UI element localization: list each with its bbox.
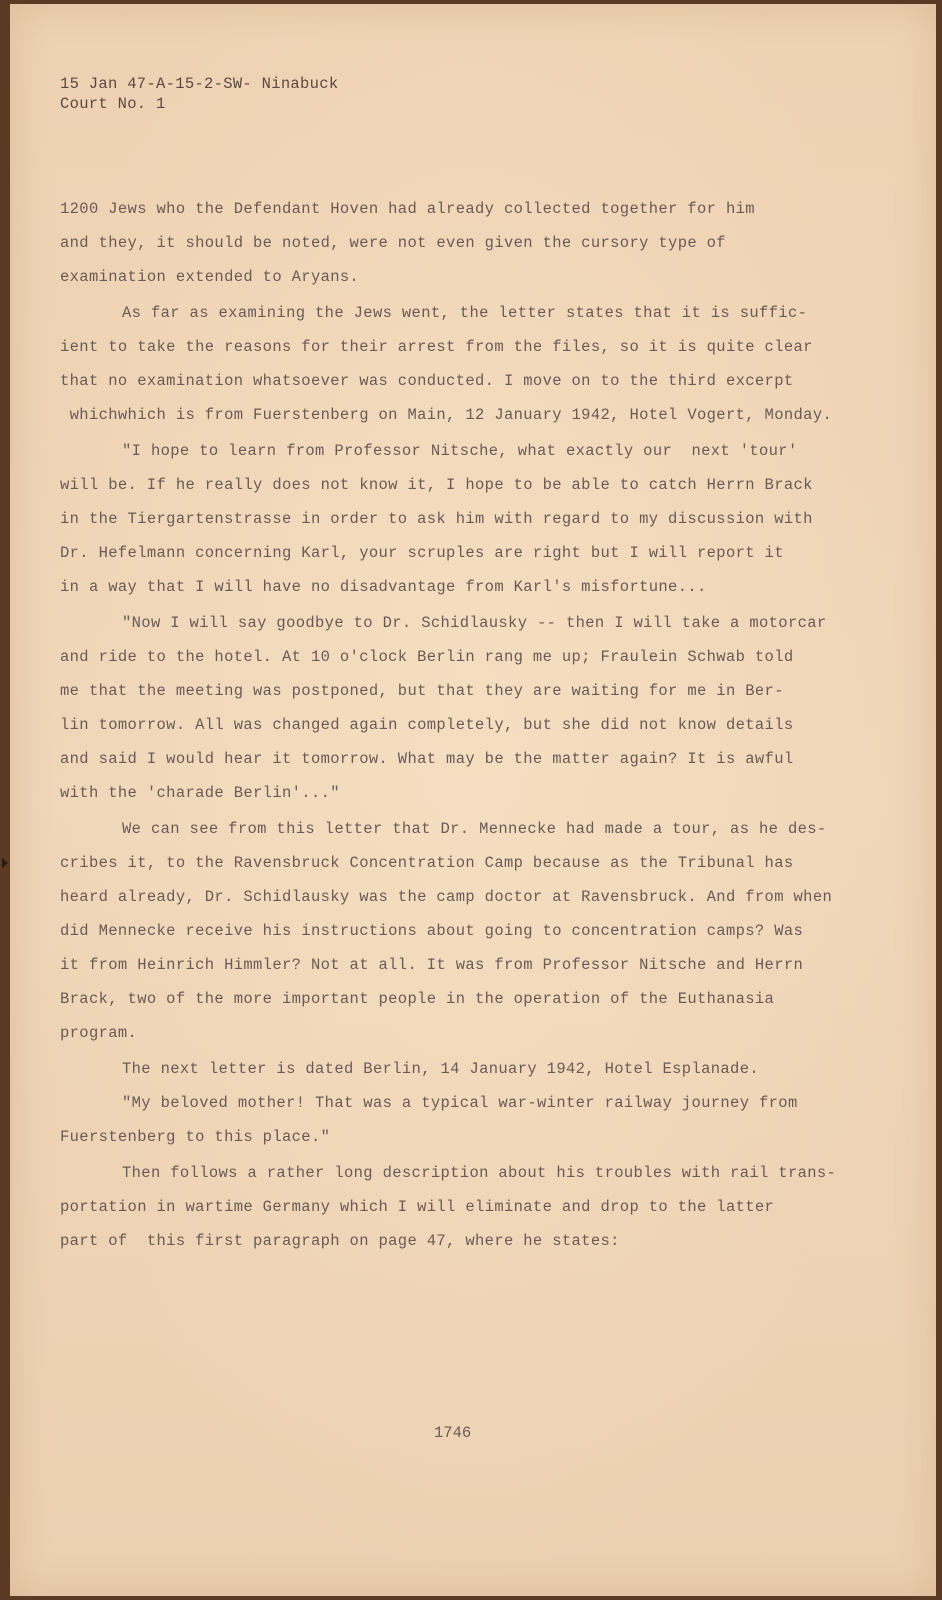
body-line: part of this first paragraph on page 47, where he states: — [60, 1232, 620, 1250]
body-line: that no examination whatsoever was conducted. I move on to the third excerpt — [60, 372, 794, 390]
body-line: portation in wartime Germany which I will eliminate and drop to the latter — [60, 1198, 775, 1216]
header-session-line: 15 Jan 47-A-15-2-SW- Ninabuck — [60, 75, 339, 93]
body-line: program. — [60, 1024, 138, 1042]
body-line: will be. If he really does not know it, I hope to be able to catch Herrn Brack — [60, 476, 813, 494]
body-line: Then follows a rather long description about his troubles with rail trans- — [122, 1164, 837, 1182]
body-line: "Now I will say goodbye to Dr. Schidlausky -- then I will take a motorcar — [122, 614, 827, 632]
body-line: and they, it should be noted, were not even given the cursory type of — [60, 234, 726, 252]
body-line: ient to take the reasons for their arrest from the files, so it is quite clear — [60, 338, 813, 356]
body-line: and ride to the hotel. At 10 o'clock Berlin rang me up; Fraulein Schwab told — [60, 648, 794, 666]
body-line: "I hope to learn from Professor Nitsche, what exactly our next 'tour' — [122, 442, 798, 460]
binding-edge-mark — [2, 858, 8, 868]
body-line: Fuerstenberg to this place." — [60, 1128, 331, 1146]
document-page — [10, 4, 936, 1596]
body-line: cribes it, to the Ravensbruck Concentration Camp because as the Tribunal has — [60, 854, 794, 872]
body-line: The next letter is dated Berlin, 14 January 1942, Hotel Esplanade. — [122, 1060, 759, 1078]
body-line: 1200 Jews who the Defendant Hoven had already collected together for him — [60, 200, 755, 218]
page-number: 1746 — [434, 1424, 472, 1442]
body-line: and said I would hear it tomorrow. What may be the matter again? It is awful — [60, 750, 794, 768]
body-line: Dr. Hefelmann concerning Karl, your scruples are right but I will report it — [60, 544, 784, 562]
document-header — [60, 74, 338, 114]
body-line: "My beloved mother! That was a typical war-winter railway journey from — [122, 1094, 798, 1112]
header-court-line: Court No. 1 — [60, 95, 166, 113]
body-line: lin tomorrow. All was changed again completely, but she did not know details — [60, 716, 794, 734]
body-line: with the 'charade Berlin'..." — [60, 784, 340, 802]
body-line: did Mennecke receive his instructions about going to concentration camps? Was — [60, 922, 804, 940]
transcript-body — [60, 192, 870, 1258]
body-line: heard already, Dr. Schidlausky was the camp doctor at Ravensbruck. And from when — [60, 888, 833, 906]
body-line: whichwhich is from Fuerstenberg on Main, 12 January 1942, Hotel Vogert, Monday. — [60, 406, 833, 424]
body-line: me that the meeting was postponed, but that they are waiting for me in Ber- — [60, 682, 784, 700]
body-line: examination extended to Aryans. — [60, 268, 360, 286]
body-line: As far as examining the Jews went, the letter states that it is suffic- — [122, 304, 808, 322]
body-line: We can see from this letter that Dr. Mennecke had made a tour, as he des- — [122, 820, 827, 838]
body-line: in a way that I will have no disadvantage from Karl's misfortune... — [60, 578, 707, 596]
body-line: Brack, two of the more important people in the operation of the Euthanasia — [60, 990, 775, 1008]
body-line: it from Heinrich Himmler? Not at all. It was from Professor Nitsche and Herrn — [60, 956, 804, 974]
body-line: in the Tiergartenstrasse in order to ask him with regard to my discussion with — [60, 510, 813, 528]
